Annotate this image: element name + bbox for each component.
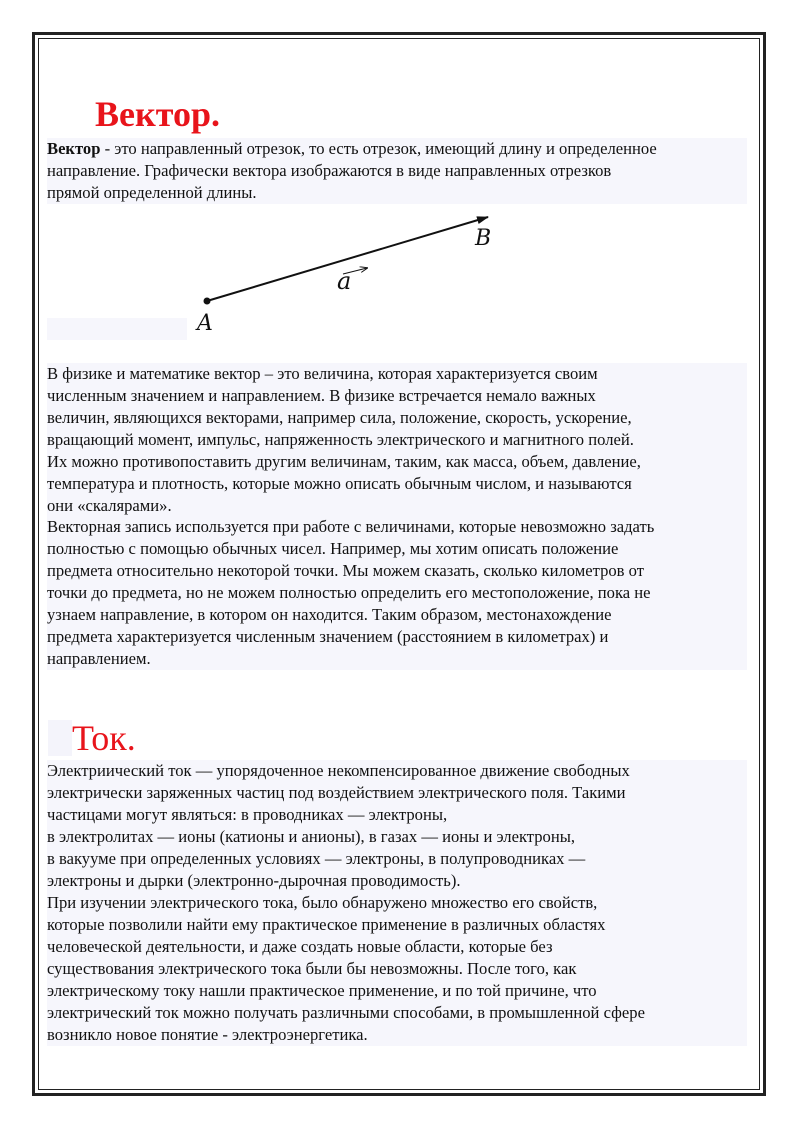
- paragraph-line: возникло новое понятие - электроэнергетика.: [47, 1025, 368, 1044]
- paragraph-line: электроны и дырки (электронно-дырочная проводимость).: [47, 871, 461, 890]
- definition-line: направление. Графически вектора изображаются в виде направленных отрезков: [47, 161, 612, 180]
- end-label: B: [475, 226, 492, 251]
- paragraph-line: они «скалярами».: [47, 496, 172, 515]
- current-paragraph-2: [47, 892, 747, 1046]
- paragraph-line: температура и плотность, которые можно описать обычным числом, и называются: [47, 474, 632, 493]
- vector-paragraph-3: [47, 516, 747, 670]
- vector-heading: Вектор.: [95, 94, 220, 134]
- definition-term: Вектор: [47, 139, 101, 158]
- paragraph-line: Электриический ток — упорядоченное некомпенсированное движение свободных: [47, 761, 630, 780]
- paragraph-line: В физике и математике вектор – это величина, которая характеризуется своим: [47, 364, 598, 383]
- paragraph-line: предмета характеризуется численным значением (расстоянием в километрах) и: [47, 627, 609, 646]
- paragraph-line: точки до предмета, но не можем полностью определить его местоположение, пока не: [47, 583, 651, 602]
- vector-label: a: [337, 267, 352, 295]
- paragraph-line: вращающий момент, импульс, напряженность электрического и магнитного полей.: [47, 430, 634, 449]
- start-label: A: [197, 311, 213, 336]
- paragraph-line: частицами могут являться: в проводниках — электроны,: [47, 805, 448, 824]
- vector-definition: [47, 138, 747, 204]
- definition-line: прямой определенной длины.: [47, 183, 257, 202]
- current-paragraph-1: [47, 760, 747, 892]
- vector-paragraph-2: [47, 363, 747, 517]
- paragraph-line: которые позволили найти ему практическое применение в различных областях: [47, 915, 606, 934]
- paragraph-line: электрическому току нашли практическое применение, и по той причине, что: [47, 981, 597, 1000]
- paragraph-line: Векторная запись используется при работе с величинами, которые невозможно задать: [47, 517, 655, 536]
- current-heading: Ток.: [48, 720, 136, 756]
- paragraph-line: человеческой деятельности, и даже создать новые области, которые без: [47, 937, 553, 956]
- paragraph-line: величин, являющихся векторами, например сила, положение, скорость, ускорение,: [47, 408, 632, 427]
- definition-line: Вектор - это направленный отрезок, то есть отрезок, имеющий длину и определенное: [47, 139, 657, 158]
- paragraph-line: направлением.: [47, 649, 151, 668]
- paragraph-line: электрический ток можно получать различными способами, в промышленной сфере: [47, 1003, 645, 1022]
- start-point: [204, 298, 211, 305]
- paragraph-line: в вакууме при определенных условиях — электроны, в полупроводниках —: [47, 849, 586, 868]
- paragraph-line: электрически заряженных частиц под воздействием электрического поля. Такими: [47, 783, 626, 802]
- paragraph-line: узнаем направление, в котором он находится. Таким образом, местонахождение: [47, 605, 612, 624]
- text-shade: [47, 318, 187, 340]
- paragraph-line: При изучении электрического тока, было обнаружено множество его свойств,: [47, 893, 598, 912]
- paragraph-line: полностью с помощью обычных чисел. Например, мы хотим описать положение: [47, 539, 619, 558]
- paragraph-line: Их можно противопоставить другим величинам, таким, как масса, объем, давление,: [47, 452, 641, 471]
- paragraph-line: предмета относительно некоторой точки. Мы можем сказать, сколько километров от: [47, 561, 644, 580]
- paragraph-line: существования электрического тока были бы невозможны. После того, как: [47, 959, 577, 978]
- vector-diagram: [180, 200, 520, 340]
- paragraph-line: численным значением и направлением. В физике встречается немало важных: [47, 386, 596, 405]
- paragraph-line: в электролитах — ионы (катионы и анионы), в газах — ионы и электроны,: [47, 827, 576, 846]
